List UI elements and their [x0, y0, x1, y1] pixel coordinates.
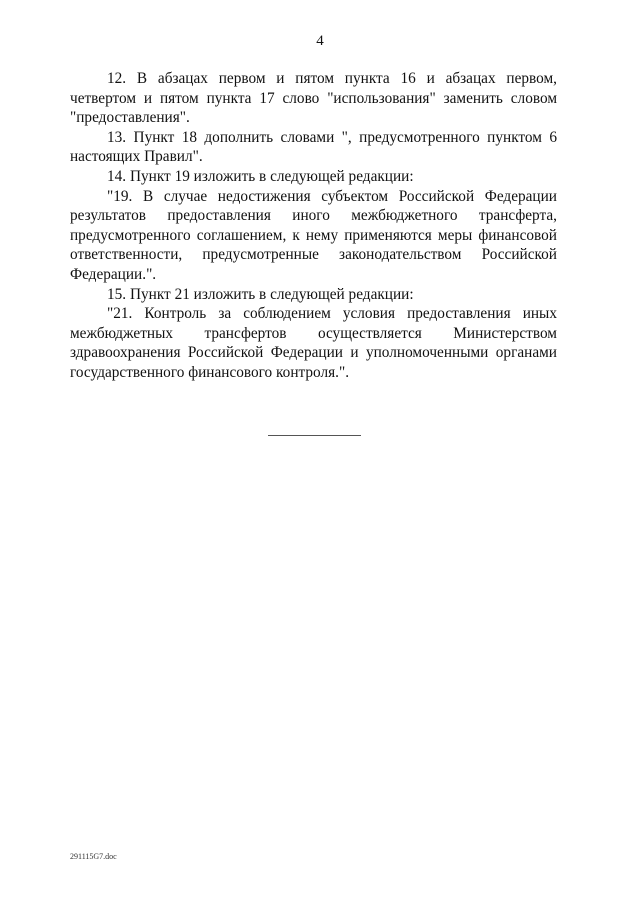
document-body [70, 69, 557, 383]
paragraph-item-15: 15. Пункт 21 изложить в следующей редакции: [107, 285, 414, 303]
end-separator-line [268, 435, 361, 436]
page-number: 4 [316, 33, 324, 49]
paragraph-item-13: 13. Пункт 18 дополнить словами ", предусмотренного пунктом 6 настоящих Правил". [70, 128, 557, 166]
paragraph-new-21: "21. Контроль за соблюдением условия предоставления иных межбюджетных трансфертов осуществляется Министерством здравоохранения Российской Федерации и уполномоченными органами государственного финансового контроля.". [70, 305, 557, 381]
paragraph-new-19: "19. В случае недостижения субъектом Российской Федерации результатов предоставления иного межбюджетного трансферта, предусмотренного соглашением, к нему применяются меры финансовой ответственности, предусмотренные законодательством Российской Федерации.". [70, 187, 557, 283]
paragraph-item-14: 14. Пункт 19 изложить в следующей редакции: [107, 167, 414, 185]
paragraph-item-12: 12. В абзацах первом и пятом пункта 16 и абзацах первом, четвертом и пятом пункта 17 слово "использования" заменить словом "предоставления". [70, 70, 557, 127]
footer-file-code: 291115G7.doc [70, 852, 117, 861]
